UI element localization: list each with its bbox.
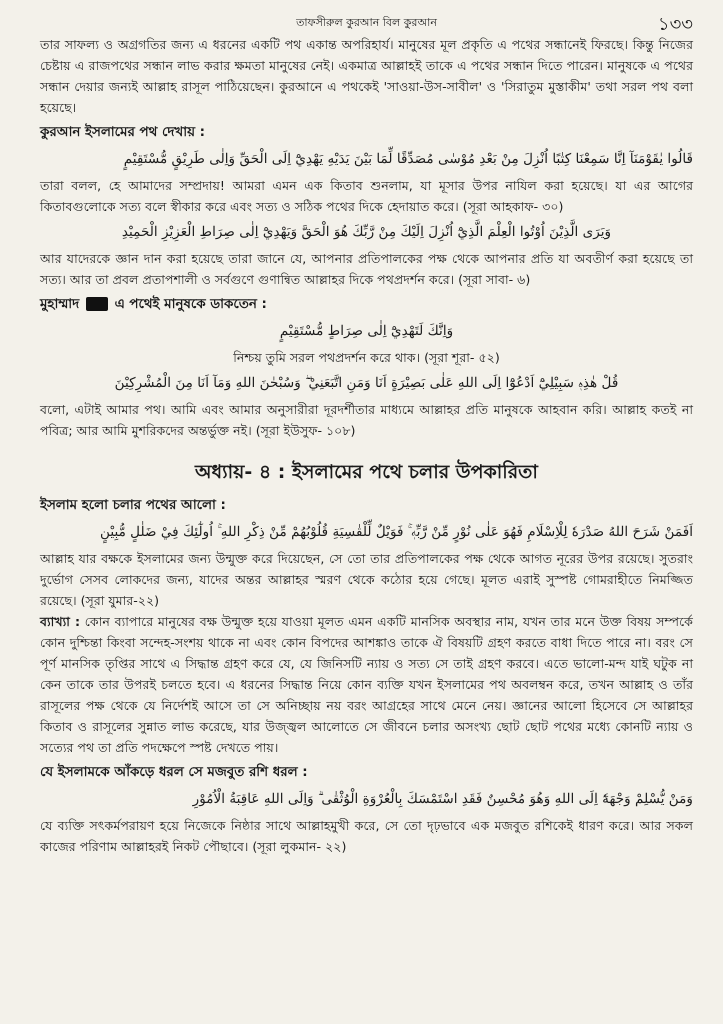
explanation-label: ব্যাখ্যা : (40, 614, 81, 629)
explanation-text: কোন ব্যাপারে মানুষের বক্ষ উন্মুক্ত হয়ে যাওয়া মূলত এমন একটি মানসিক অবস্থার নাম, যখন তার মনে উক্ত বিষয় সম্পর্কে কোন দুশ্চিন্তা কিংবা সন্দেহ-সংশয় থাকে না এবং কোন বিপদের আশঙ্কাও তাকে ঐ বিষয়টি গ্রহণ করতে বাধা দিতে পারে না। বরং সে পূর্ণ মানসিক তৃপ্তির সাথে এ সিদ্ধান্ত গ্রহণ করে যে, যে জিনিসটি ন্যায় ও সত্য সে তাই গ্রহণ করবে। এতে ভালো-মন্দ যাই ঘটুক না কেন তাকে তার উপরই চলতে হবে। এ ধরনের সিদ্ধান্ত নিয়ে কোন ব্যক্তি যখন ইসলামের পথ অবলম্বন করে, তখন আল্লাহ ও তাঁর রাসূলের পক্ষ থেকে যে নির্দেশই আসে তা সে অনিচ্ছায় নয় বরং আগ্রহের সাথে মেনে নেয়। জ্ঞানের আলো হিসেবে সে আল্লাহর কিতাব ও রাসূলের সুন্নাত লাভ করেছে, যার উজ্জ্বল আলোতে সে জীবনে চলার অসংখ্য ছোট ছোট পথের মধ্যে কোনটি ন্যায় ও সত্যের পথ তা প্রতি পদক্ষেপে স্পষ্ট দেখতে পায়। (40, 614, 693, 755)
intro-paragraph: তার সাফল্য ও অগ্রগতির জন্য এ ধরনের একটি পথ একান্ত অপরিহার্য। মানুষের মূল প্রকৃতি এ পথের সন্ধানেই ফিরছে। কিন্তু নিজের চেষ্টায় এ রাজপথের সন্ধান লাভ করার ক্ষমতা মানুষের নেই। একমাত্র আল্লাহই তাকে এ পথের সন্ধান দিতে পারেন। মানুষকে এ পথের সন্ধান দেয়ার জন্যই আল্লাহ রাসূল পাঠিয়েছেন। কুরআনে এ পথকেই 'সাওয়া-উস-সাবীল' ও 'সিরাতুম মুস্তাকীম' তথা সরল পথ বলা হয়েছে। (40, 37, 693, 115)
translation-paragraph: বলো, এটাই আমার পথ। আমি এবং আমার অনুসারীরা দূরদর্শীতার মাধ্যমে আল্লাহর প্রতি মানুষকে আহবান করি। আল্লাহ কতই না পবিত্র; আর আমি মুশরিকদের অন্তর্ভুক্ত নই। (সূরা ইউসুফ- ১০৮) (40, 402, 693, 438)
translation-paragraph: তারা বলল, হে আমাদের সম্প্রদায়! আমরা এমন এক কিতাব শুনলাম, যা মূসার উপর নাযিল করা হয়েছে। যা এর আগের কিতাবগুলোকে সত্য বলে স্বীকার করে এবং সত্য ও সঠিক পথের দিকে হেদায়াত করে। (সূরা আহকাফ- ৩০) (40, 178, 693, 214)
section-heading: ইসলাম হলো চলার পথের আলো : (40, 498, 226, 513)
arabic-verse: وَيَرَى الَّذِيْنَ اُوْتُوا الْعِلْمَ الَّذِيْٓ اُنْزِلَ اِلَيْكَ مِنْ رَّبِّكَ هُوَ الْحَقَّ وَيَهْدِيْٓ اِلٰى صِرَاطِ الْعَزِيْزِ الْحَمِيْدِ (121, 224, 612, 240)
arabic-verse: اَفَمَنْ شَرَحَ اللهُ صَدْرَهٗ لِلْاِسْلَامِ فَهُوَ عَلٰى نُوْرٍ مِّنْ رَّبِّهٖ ۚ فَوَيْلٌ لِّلْقٰسِيَةِ قُلُوْبُهُمْ مِّنْ ذِكْرِ اللهِ ۚ اُولٰٓئِكَ فِيْ ضَلٰلٍ مُّبِيْنٍ (100, 524, 693, 540)
heading-text: মুহাম্মাদ (40, 297, 80, 312)
salutation-calligraphy-icon (86, 297, 108, 311)
page-number: ১৩৩ (657, 14, 693, 35)
arabic-verse: قُلْ هٰذِهٖ سَبِيْلِيْٓ اَدْعُوْٓا اِلَى اللهِ عَلٰى بَصِيْرَةٍ اَنَا وَمَنِ اتَّبَعَنِيْ ۖ وَسُبْحٰنَ اللهِ وَمَآ اَنَا مِنَ الْمُشْرِكِيْنَ (114, 375, 619, 391)
explanation-paragraph (40, 611, 693, 758)
section-heading: কুরআন ইসলামের পথ দেখায় : (40, 125, 205, 140)
translation-paragraph: আল্লাহ যার বক্ষকে ইসলামের জন্য উন্মুক্ত করে দিয়েছেন, সে তো তার প্রতিপালকের পক্ষ থেকে আগত নূরের উপর রয়েছে। সুতরাং দুর্ভোগ সেসব লোকদের জন্য, যাদের অন্তর আল্লাহর স্মরণ থেকে কঠোর হয়ে গেছে। মূলত এরাই সুস্পষ্ট গোমরাহীতে নিমজ্জিত রয়েছে। (সূরা যুমার-২২) (40, 551, 693, 608)
arabic-verse: قَالُوا يٰقَوْمَنَآ اِنَّا سَمِعْنَا كِتٰبًا اُنْزِلَ مِنْ بَعْدِ مُوْسٰى مُصَدِّقًا لِّمَا بَيْنَ يَدَيْهِ يَهْدِيْٓ اِلَى الْحَقِّ وَاِلٰى طَرِيْقٍ مُّسْتَقِيْمٍ (123, 151, 693, 167)
page-header (40, 0, 693, 34)
arabic-verse: وَمَنْ يُّسْلِمْ وَجْهَهٗٓ اِلَى اللهِ وَهُوَ مُحْسِنٌ فَقَدِ اسْتَمْسَكَ بِالْعُرْوَةِ الْوُثْقٰى ۗ وَاِلَى اللهِ عَاقِبَةُ الْاُمُوْرِ (192, 791, 693, 807)
section-heading (40, 294, 693, 316)
heading-text: এ পথেই মানুষকে ডাকতেন : (114, 297, 267, 312)
translation-paragraph: যে ব্যক্তি সৎকর্মপরায়ণ হয়ে নিজেকে নিষ্ঠার সাথে আল্লাহমুখী করে, সে তো দৃঢ়ভাবে এক মজবুত রশিকেই ধারণ করে। আর সকল কাজের পরিণাম আল্লাহরই নিকট পৌছাবে। (সূরা লুকমান- ২২) (40, 818, 693, 854)
arabic-verse: وَاِنَّكَ لَتَهْدِيْٓ اِلٰى صِرَاطٍ مُّسْتَقِيْمٍ (279, 323, 454, 339)
translation-paragraph: আর যাদেরকে জ্ঞান দান করা হয়েছে তারা জানে যে, আপনার প্রতিপালকের পক্ষ থেকে আপনার প্রতি যা অবতীর্ণ করা হয়েছে তা সত্য। আর তা প্রবল প্রতাপশালী ও সর্বগুণে গুণান্বিত আল্লাহর দিকে পথপ্রদর্শন করে। (সূরা সাবা- ৬) (40, 251, 693, 287)
section-heading: যে ইসলামকে আঁকড়ে ধরল সে মজবুত রশি ধরল : (40, 765, 308, 780)
chapter-title: অধ্যায়- ৪ : ইসলামের পথে চলার উপকারিতা (195, 461, 538, 483)
running-title: তাফসীরুল কুরআন বিল কুরআন (296, 16, 437, 29)
translation-paragraph: নিশ্চয় তুমি সরল পথপ্রদর্শন করে থাক। (সূরা শূরা- ৫২) (233, 350, 500, 365)
